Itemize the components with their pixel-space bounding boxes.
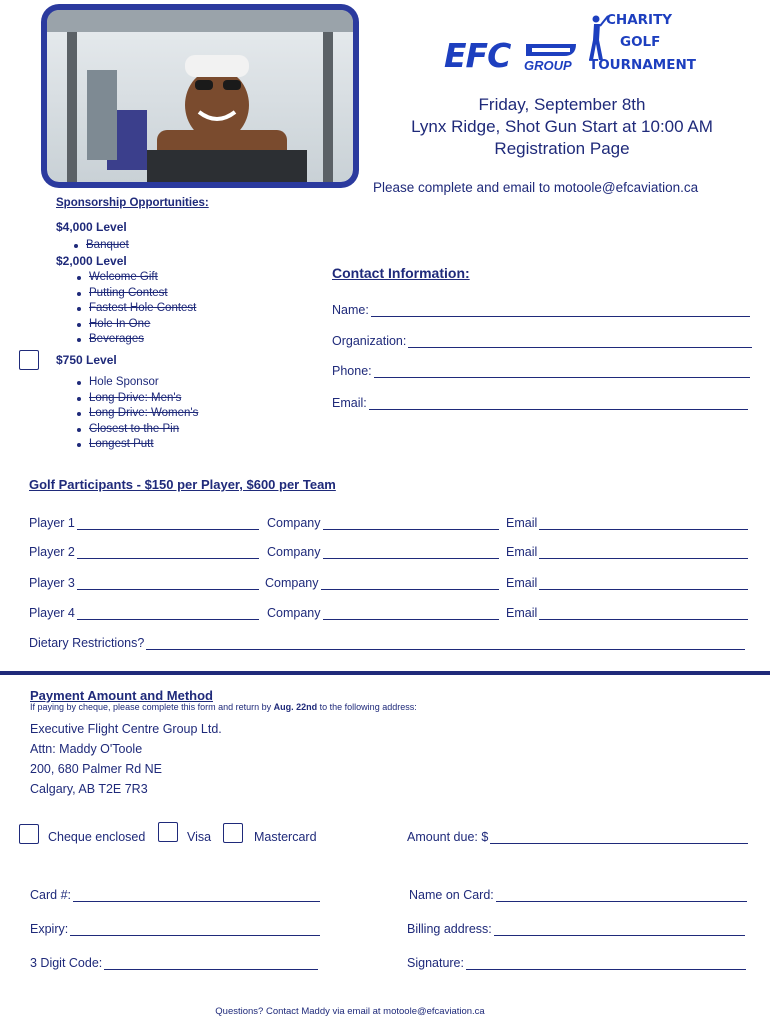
level-2000-label: $2,000 Level — [56, 254, 127, 268]
footer-questions: Questions? Contact Maddy via email at motoole@efcaviation.ca — [215, 1006, 485, 1017]
mailing-address — [30, 719, 222, 799]
level-750-checkbox[interactable] — [19, 350, 39, 370]
logo-wing-icon — [524, 42, 578, 58]
address-line: Calgary, AB T2E 7R3 — [30, 782, 148, 796]
amount-due-label: Amount due: $ — [407, 830, 489, 844]
player-1-label: Player 1 — [29, 516, 75, 530]
list-item: Long Drive: Women's — [73, 406, 198, 422]
company-1-label: Company — [267, 516, 321, 530]
charity-line-1: CHARITY — [606, 12, 673, 28]
email-4-label: Email — [506, 606, 538, 620]
player-3-field[interactable] — [29, 576, 259, 590]
visa-checkbox[interactable] — [158, 822, 178, 842]
player-2-label: Player 2 — [29, 545, 75, 559]
event-info — [362, 94, 762, 160]
logo-efc-text: EFC — [444, 36, 511, 75]
level-4000-list — [70, 238, 129, 254]
organization-label: Organization: — [332, 334, 407, 348]
event-date: Friday, September 8th — [478, 95, 646, 114]
cvv-field[interactable] — [30, 956, 318, 970]
level-2000-list — [73, 270, 196, 348]
submission-instructions: Please complete and email to motoole@efcaviation.ca — [373, 180, 699, 195]
signature-field[interactable] — [407, 956, 746, 970]
cvv-label: 3 Digit Code: — [30, 956, 103, 970]
organization-field[interactable] — [332, 334, 752, 348]
list-item: Longest Putt — [73, 437, 198, 453]
email-4-field[interactable] — [506, 606, 748, 620]
expiry-field[interactable] — [30, 922, 320, 936]
email-1-label: Email — [506, 516, 538, 530]
charity-line-2: GOLF — [620, 34, 661, 50]
cheque-note-date: Aug. 22nd — [273, 702, 318, 712]
list-item: Banquet — [70, 238, 129, 254]
sponsorship-heading: Sponsorship Opportunities: — [56, 197, 209, 209]
list-item: Long Drive: Men's — [73, 391, 198, 407]
cheque-note — [30, 702, 417, 712]
email-3-field[interactable] — [506, 576, 748, 590]
list-item: Putting Contest — [73, 286, 196, 302]
company-4-field[interactable] — [267, 606, 499, 620]
amount-due-field[interactable] — [407, 830, 748, 844]
mastercard-label: Mastercard — [254, 830, 317, 844]
company-1-field[interactable] — [267, 516, 499, 530]
company-4-label: Company — [267, 606, 321, 620]
email-2-label: Email — [506, 545, 538, 559]
list-item: Closest to the Pin — [73, 422, 198, 438]
efc-group-logo — [444, 36, 594, 76]
cheque-note-suffix: to the following address: — [317, 702, 417, 712]
list-item: Welcome Gift — [73, 270, 196, 286]
page-title: Registration Page — [494, 139, 630, 158]
company-2-field[interactable] — [267, 545, 499, 559]
name-on-card-field[interactable] — [409, 888, 747, 902]
logo-group-text: GROUP — [524, 58, 572, 73]
company-2-label: Company — [267, 545, 321, 559]
cheque-note-prefix: If paying by cheque, please complete this form and return by — [30, 702, 274, 712]
address-line: 200, 680 Palmer Rd NE — [30, 762, 163, 776]
phone-field[interactable] — [332, 364, 750, 378]
company-3-field[interactable] — [265, 576, 499, 590]
charity-golf-logo — [586, 10, 696, 76]
contact-heading: Contact Information: — [332, 265, 470, 281]
player-4-field[interactable] — [29, 606, 259, 620]
level-750-list — [73, 375, 198, 453]
dietary-field[interactable] — [29, 636, 745, 650]
list-item: Hole Sponsor — [73, 375, 198, 391]
participants-heading: Golf Participants - $150 per Player, $600 per Team — [29, 477, 336, 492]
level-750-label: $750 Level — [56, 353, 117, 367]
email-label: Email: — [332, 396, 367, 410]
player-4-label: Player 4 — [29, 606, 75, 620]
event-venue: Lynx Ridge, Shot Gun Start at 10:00 AM — [411, 117, 713, 136]
card-number-label: Card #: — [30, 888, 71, 902]
phone-label: Phone: — [332, 364, 372, 378]
billing-address-field[interactable] — [407, 922, 745, 936]
list-item: Beverages — [73, 332, 196, 348]
company-3-label: Company — [265, 576, 319, 590]
payment-heading: Payment Amount and Method — [30, 688, 213, 703]
name-field[interactable] — [332, 303, 750, 317]
golfer-photo — [41, 4, 359, 188]
visa-label: Visa — [187, 830, 212, 844]
dietary-label: Dietary Restrictions? — [29, 636, 145, 650]
mastercard-checkbox[interactable] — [223, 823, 243, 843]
level-4000-label: $4,000 Level — [56, 220, 127, 234]
name-label: Name: — [332, 303, 369, 317]
player-1-field[interactable] — [29, 516, 259, 530]
list-item: Hole In One — [73, 317, 196, 333]
name-on-card-label: Name on Card: — [409, 888, 494, 902]
list-item: Fastest Hole Contest — [73, 301, 196, 317]
email-1-field[interactable] — [506, 516, 748, 530]
charity-line-3: TOURNAMENT — [589, 57, 696, 73]
expiry-label: Expiry: — [30, 922, 69, 936]
cheque-checkbox[interactable] — [19, 824, 39, 844]
signature-label: Signature: — [407, 956, 464, 970]
cheque-label: Cheque enclosed — [48, 830, 146, 844]
player-2-field[interactable] — [29, 545, 259, 559]
section-divider — [0, 671, 770, 675]
email-3-label: Email — [506, 576, 538, 590]
address-line: Attn: Maddy O'Toole — [30, 742, 143, 756]
address-line: Executive Flight Centre Group Ltd. — [30, 722, 222, 736]
email-field[interactable] — [332, 396, 748, 410]
player-3-label: Player 3 — [29, 576, 75, 590]
billing-address-label: Billing address: — [407, 922, 492, 936]
email-2-field[interactable] — [506, 545, 748, 559]
card-number-field[interactable] — [30, 888, 320, 902]
